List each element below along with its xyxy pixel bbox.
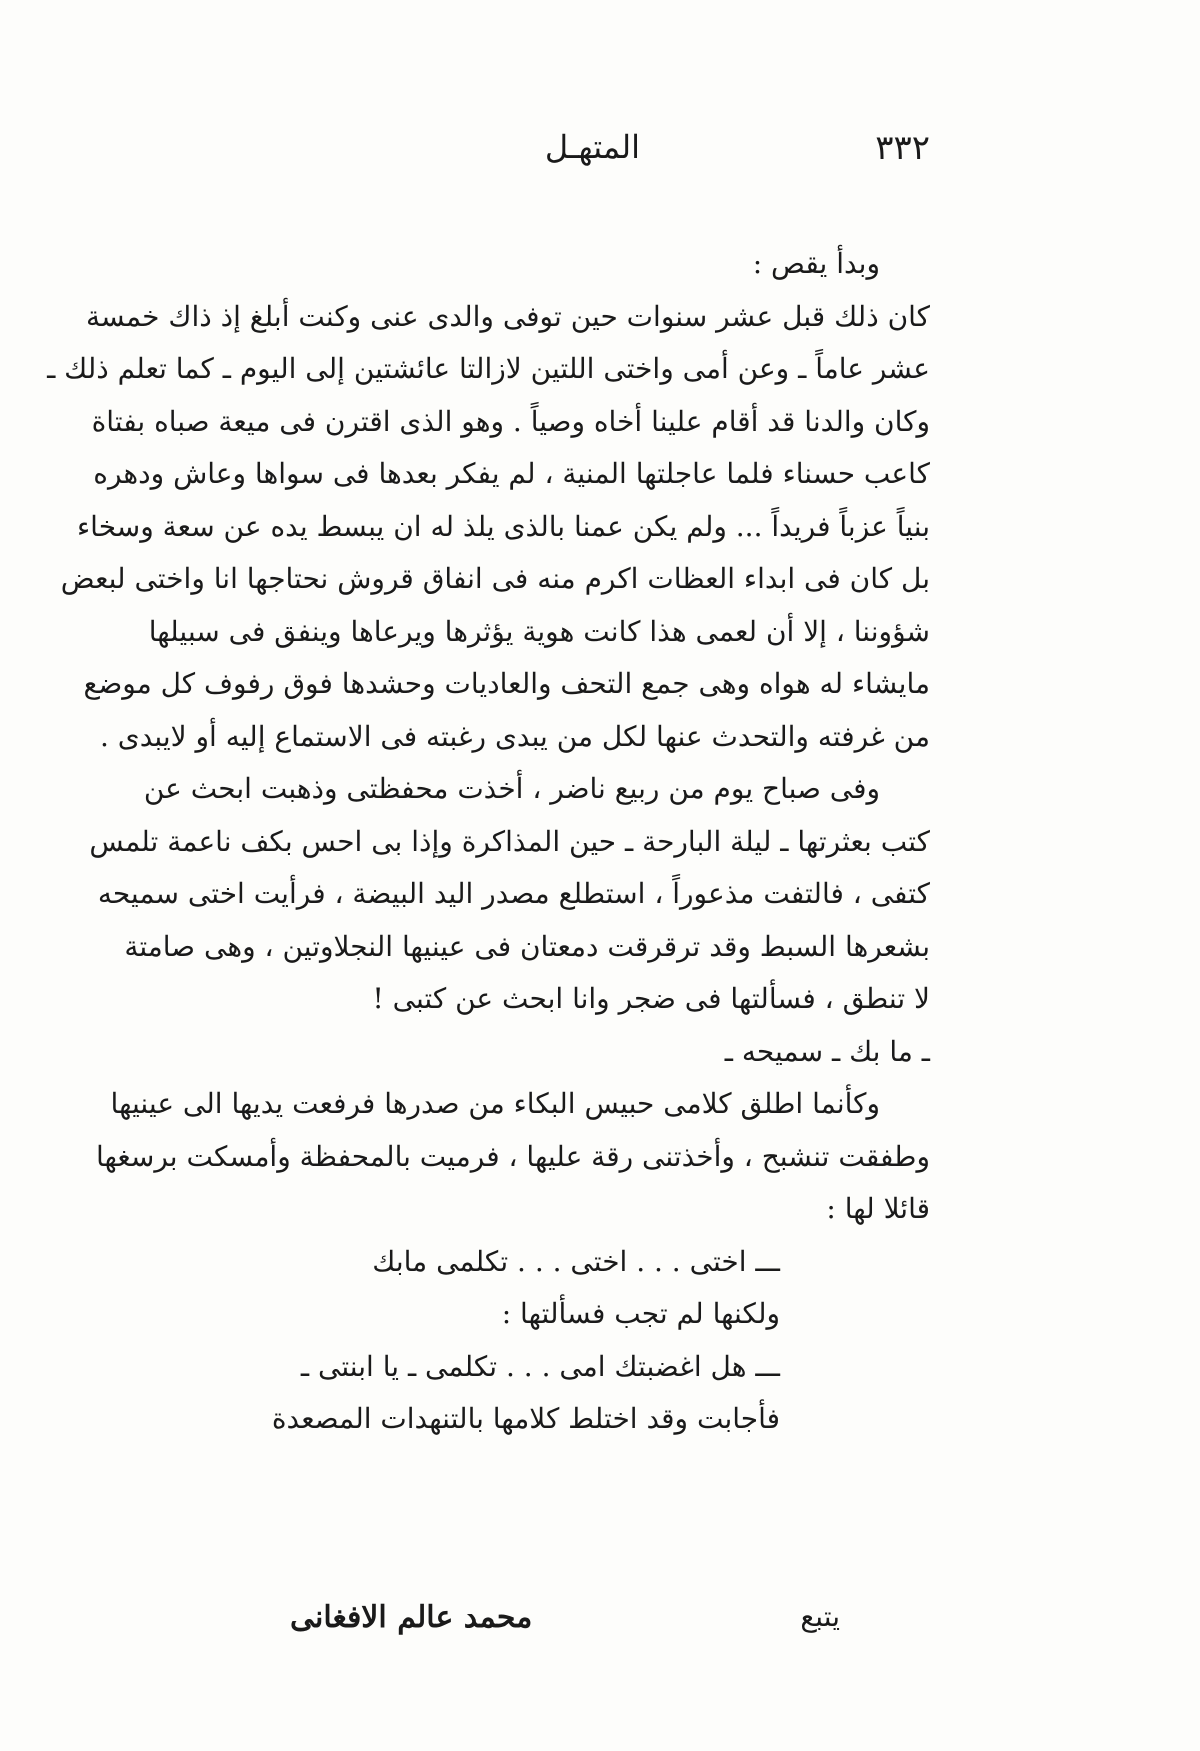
- text-line: وطفقت تنشبح ، وأخذتنى رقة عليها ، فرميت بالمحفظة وأمسكت برسغها: [95, 1139, 930, 1173]
- text-line: كاعب حسناء فلما عاجلتها المنية ، لم يفكر بعدها فى سواها وعاش ودهره: [93, 457, 930, 490]
- text-line: كتفى ، فالتفت مذعوراً ، استطلع مصدر اليد البيضة ، فرأيت اختى سميحه: [97, 877, 930, 910]
- text-line: كتب بعثرتها ـ ليلة البارحة ـ حين المذاكرة وإذا بى احس بكف ناعمة تلمس: [89, 824, 930, 858]
- text-line: شؤوننا ، إلا أن لعمى هذا كانت هوية يؤثرها ويرعاها وينفق فى سبيلها: [148, 614, 930, 648]
- text-line: وكان والدنا قد أقام علينا أخاه وصياً . وهو الذى اقترن فى ميعة صباه بفتاة: [91, 404, 930, 438]
- running-title: المتهـل: [544, 128, 640, 166]
- page-number: ٣٣٢: [875, 128, 930, 168]
- text-line: وبدأ يقص :: [752, 247, 880, 280]
- page-footer: [180, 1600, 930, 1660]
- text-line: بنياً عزباً فريداً ... ولم يكن عمنا بالذى يلذ له ان يبسط يده عن سعة وسخاء: [77, 509, 930, 543]
- text-line: لا تنطق ، فسألتها فى ضجر وانا ابحث عن كتبى !: [372, 982, 930, 1015]
- text-line: ـــ هل اغضبتك امى . . . تكلمى ـ يا ابنتى ـ: [300, 1349, 780, 1383]
- text-line: عشر عاماً ـ وعن أمى واختى اللتين لازالتا عائشتين إلى اليوم ـ كما تعلم ذلك ـ: [47, 352, 930, 385]
- text-line: مايشاء له هواه وهى جمع التحف والعاديات وحشدها فوق رفوف كل موضع: [83, 667, 930, 700]
- text-line: ولكنها لم تجب فسألتها :: [501, 1297, 780, 1330]
- text-line: ـــ اختى . . . اختى . . . تكلمى مابك: [372, 1244, 780, 1278]
- text-line: فأجابت وقد اختلط كلامها بالتنهدات المصعدة: [271, 1402, 780, 1435]
- text-line: بشعرها السبط وقد ترقرقت دمعتان فى عينيها النجلاوتين ، وهى صامتة: [124, 929, 930, 963]
- text-line: من غرفته والتحدث عنها لكل من يبدى رغبته فى الاستماع إليه أو لايبدى .: [99, 719, 930, 753]
- text-line: وكأنما اطلق كلامى حبيس البكاء من صدرها فرفعت يديها الى عينيها: [110, 1087, 880, 1120]
- page-header: [180, 128, 930, 188]
- text-line: وفى صباح يوم من ربيع ناضر ، أخذت محفظتى وذهبت ابحث عن: [143, 772, 880, 805]
- author-signature: محمد عالم الافغانى: [290, 1600, 533, 1635]
- text-line: كان ذلك قبل عشر سنوات حين توفى والدى عنى وكنت أبلغ إذ ذاك خمسة: [85, 299, 930, 333]
- text-line: قائلا لها :: [826, 1192, 930, 1225]
- article-body: [47, 238, 930, 1446]
- text-line: ـ ما بك ـ سميحه ـ: [724, 1034, 930, 1068]
- text-line: بل كان فى ابداء العظات اكرم منه فى انفاق قروش نحتاجها انا واختى لبعض: [60, 562, 930, 595]
- continued-note: يتبع: [800, 1600, 840, 1633]
